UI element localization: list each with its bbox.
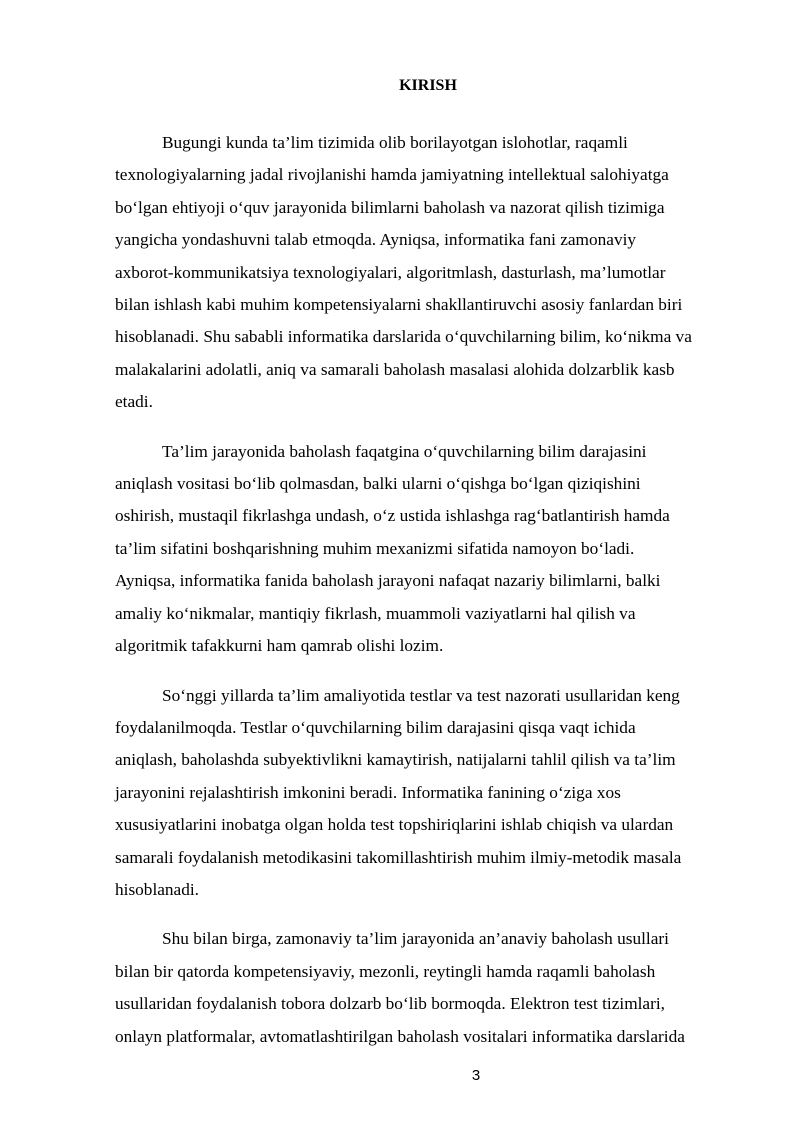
text-line: onlayn platformalar, avtomatlashtirilgan baholash vositalari informatika darslarida: [115, 1026, 685, 1046]
text-line: samarali foydalanish metodikasini takomillashtirish muhim ilmiy-metodik masala: [115, 847, 682, 867]
text-line: xususiyatlarini inobatga olgan holda test topshiriqlarini ishlab chiqish va ulardan: [115, 815, 674, 835]
text-line: texnologiyalarning jadal rivojlanishi hamda jamiyatning intellektual salohiyatga: [115, 165, 669, 185]
text-line: ta’lim sifatini boshqarishning muhim mexanizmi sifatida namoyon bo‘ladi.: [115, 538, 635, 558]
text-line: oshirish, mustaqil fikrlashga undash, o‘z ustida ishlashga rag‘batlantirish hamda: [115, 506, 670, 526]
text-line: yangicha yondashuvni talab etmoqda. Ayniqsa, informatika fani zamonaviy: [115, 230, 637, 250]
text-line: bilan bir qatorda kompetensiyaviy, mezonli, reytingli hamda raqamli baholash: [115, 961, 656, 981]
text-line: Bugungi kunda ta’lim tizimida olib borilayotgan islohotlar, raqamli: [162, 133, 628, 152]
section-title: KIRISH: [399, 77, 457, 94]
paragraph-1: [115, 127, 745, 419]
text-line: axborot-kommunikatsiya texnologiyalari, algoritmlash, dasturlash, ma’lumotlar: [115, 262, 666, 282]
text-line: aniqlash, baholashda subyektivlikni kamaytirish, natijalarni tahlil qilish va ta’lim: [115, 750, 676, 770]
text-line: bilan ishlash kabi muhim kompetensiyalarni shakllantiruvchi asosiy fanlardan biri: [115, 295, 683, 315]
text-line: malakalarini adolatli, aniq va samarali baholash masalasi alohida dolzarblik kasb: [115, 359, 675, 379]
text-line: jarayonini rejalashtirish imkonini beradi. Informatika fanining o‘ziga xos: [115, 782, 621, 802]
body-text: [115, 127, 745, 1070]
page-number: 3: [471, 1067, 481, 1084]
text-line: usullaridan foydalanish tobora dolzarb bo‘lib bormoqda. Elektron test tizimlari,: [115, 994, 665, 1014]
text-line: etadi.: [115, 392, 153, 412]
text-line: amaliy ko‘nikmalar, mantiqiy fikrlash, muammoli vaziyatlarni hal qilish va: [115, 603, 636, 623]
text-line: Shu bilan birga, zamonaviy ta’lim jarayonida an’anaviy baholash usullari: [162, 929, 669, 949]
text-line: Ta’lim jarayonida baholash faqatgina o‘quvchilarning bilim darajasini: [162, 441, 647, 461]
text-line: hisoblanadi.: [115, 879, 199, 899]
paragraph-2: [115, 436, 745, 663]
text-line: bo‘lgan ehtiyoji o‘quv jarayonida bilimlarni baholash va nazorat qilish tizimiga: [115, 197, 665, 217]
text-line: hisoblanadi. Shu sababli informatika darslarida o‘quvchilarning bilim, ko‘nikma va: [115, 327, 692, 347]
text-line: Ayniqsa, informatika fanida baholash jarayoni nafaqat nazariy bilimlarni, balki: [115, 571, 661, 591]
text-line: algoritmik tafakkurni ham qamrab olishi lozim.: [115, 636, 444, 656]
text-line: aniqlash vositasi bo‘lib qolmasdan, balki ularni o‘qishga bo‘lgan qiziqishini: [115, 474, 641, 494]
text-line: So‘nggi yillarda ta’lim amaliyotida testlar va test nazorati usullaridan keng: [162, 685, 680, 705]
text-line: foydalanilmoqda. Testlar o‘quvchilarning bilim darajasini qisqa vaqt ichida: [115, 717, 636, 737]
paragraph-3: [115, 680, 745, 907]
paragraph-4: [115, 923, 745, 1053]
